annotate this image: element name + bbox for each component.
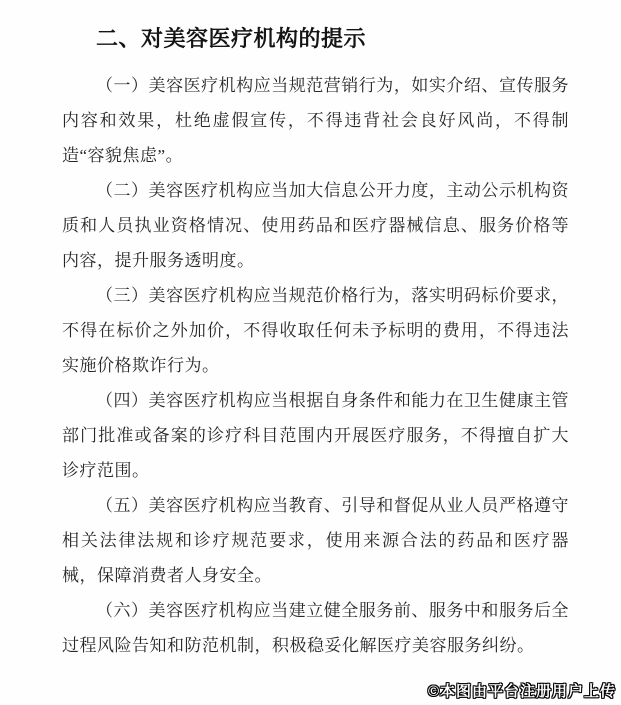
paragraph-5: （五）美容医疗机构应当教育、引导和督促从业人员严格遵守相关法律法规和诊疗规范要求，使用来源合法的药品和医疗器械，保障消费者人身安全。 <box>62 496 569 585</box>
paragraph-2: （二）美容医疗机构应当加大信息公开力度，主动公示机构资质和人员执业资格情况、使用药品和医疗器械信息、服务价格等内容，提升服务透明度。 <box>62 181 569 270</box>
paragraph-3: （三）美容医疗机构应当规范价格行为，落实明码标价要求，不得在标价之外加价，不得收取任何未予标明的费用，不得违法实施价格欺诈行为。 <box>62 286 569 375</box>
section-title: 二、对美容医疗机构的提示 <box>96 26 367 51</box>
paragraph-4: （四）美容医疗机构应当根据自身条件和能力在卫生健康主管部门批准或备案的诊疗科目范围内开展医疗服务，不得擅自扩大诊疗范围。 <box>62 391 569 480</box>
uploader-watermark: ©本图由平台注册用户上传 <box>427 683 616 700</box>
paragraph-1: （一）美容医疗机构应当规范营销行为，如实介绍、宣传服务内容和效果，杜绝虚假宣传，不得违背社会良好风尚，不得制造“容貌焦虑”。 <box>62 76 569 165</box>
paragraph-6: （六）美容医疗机构应当建立健全服务前、服务中和服务后全过程风险告知和防范机制，积极稳妥化解医疗美容服务纠纷。 <box>62 601 569 655</box>
